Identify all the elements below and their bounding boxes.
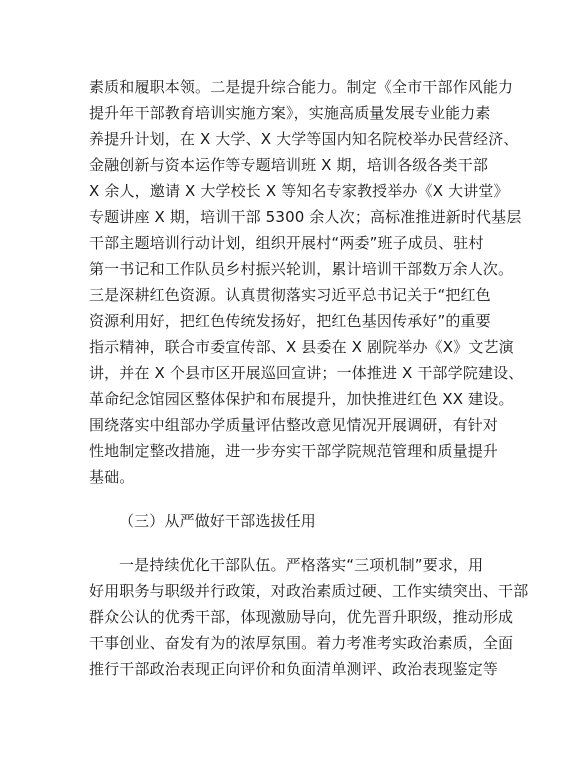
paragraph-line: 推行干部政治表现正向评价和负面清单测评、政治表现鉴定等 <box>89 660 499 678</box>
paragraph-line: X 余人，邀请 X 大学校长 X 等知名专家教授举办《X 大讲堂》 <box>89 182 509 200</box>
paragraph-line: 金融创新与资本运作等专题培训班 X 期，培训各级各类干部 <box>89 156 489 174</box>
paragraph-line: 提升年干部教育培训实施方案》，实施高质量发展专业能力素 <box>89 104 491 122</box>
paragraph-line: 革命纪念馆园区整体保护和布展提升，加快推进红色 XX 建设。 <box>89 390 514 408</box>
paragraph-line: 群众公认的优秀干部，体现激励导向，优先晋升职级，推动形成 <box>89 608 514 626</box>
paragraph-line: 好用职务与职级并行政策，对政治素质过硬、工作实绩突出、干部 <box>89 582 529 600</box>
paragraph-line: 指示精神，联合市委宣传部、X 县委在 X 剧院举办《X》文艺演 <box>89 338 514 356</box>
paragraph-line: 性地制定整改措施，进一步夯实干部学院规范管理和质量提升 <box>89 442 499 460</box>
paragraph-line: 干部主题培训行动计划，组织开展村“两委”班子成员、驻村 <box>89 234 484 252</box>
paragraph-line: 基础。 <box>89 468 135 486</box>
paragraph-line: 素质和履职本领。二是提升综合能力。制定《全市干部作风能力 <box>89 78 514 96</box>
paragraph-line: 一是持续优化干部队伍。严格落实“三项机制”要求，用 <box>119 556 484 574</box>
paragraph-line: 第一书记和工作队员乡村振兴轮训，累计培训干部数万余人次。 <box>89 260 514 278</box>
paragraph-line: 三是深耕红色资源。认真贯彻落实习近平总书记关于“把红色 <box>89 286 491 304</box>
paragraph-line: 讲，并在 X 个县市区开展巡回宣讲；一体推进 X 干部学院建设、 <box>89 364 524 382</box>
paragraph-line: 干事创业、奋发有为的浓厚氛围。着力考准考实政治素质，全面 <box>89 634 514 652</box>
section-heading: （三）从严做好干部选拔任用 <box>119 512 316 530</box>
paragraph-line: 资源利用好，把红色传统发扬好，把红色基因传承好”的重要 <box>89 312 491 330</box>
paragraph-line: 围绕落实中组部办学质量评估整改意见情况开展调研，有针对 <box>89 416 499 434</box>
paragraph-line: 专题讲座 X 期，培训干部 5300 余人次；高标准推进新时代基层 <box>89 208 522 226</box>
paragraph-line: 养提升计划，在 X 大学、X 大学等国内知名院校举办民营经济、 <box>89 130 519 148</box>
